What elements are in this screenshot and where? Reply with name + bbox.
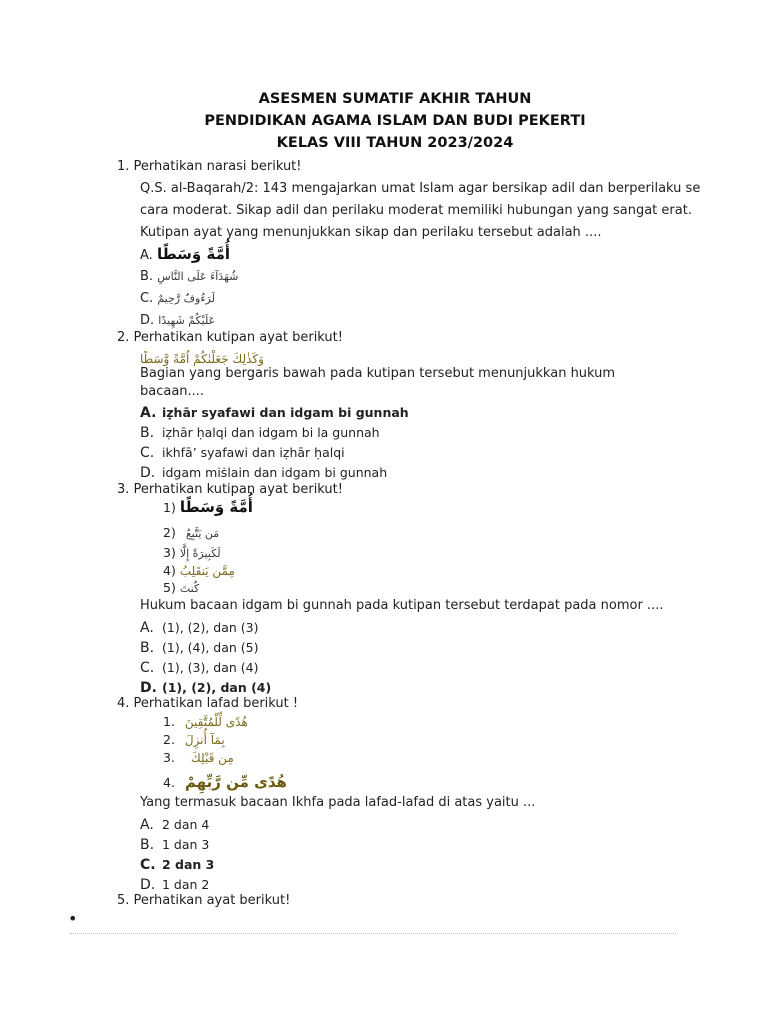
q3-option-b[interactable] (140, 637, 259, 656)
q1-narrative-line-2: cara moderat. Sikap adil dan perilaku moderat memiliki hubungan yang sangat erat. (140, 203, 692, 218)
item-number: 2. (163, 732, 175, 747)
q1-option-d[interactable] (140, 313, 215, 328)
option-text: idgam miṡlain dan idgam bi gunnah (162, 465, 388, 480)
q3-item-1 (163, 498, 253, 516)
q4-item-4 (163, 773, 287, 791)
option-text: iẓhār syafawi dan idgam bi gunnah (162, 405, 409, 420)
item-number: 1. (163, 714, 175, 729)
q3-item-4 (163, 563, 235, 578)
option-text: (1), (3), dan (4) (162, 660, 259, 675)
option-letter: D. (140, 313, 155, 328)
option-letter: A. (140, 405, 157, 421)
title-line-2: PENDIDIKAN AGAMA ISLAM DAN BUDI PEKERTI (204, 113, 586, 129)
question-2: 2. Perhatikan kutipan ayat berikut! (117, 330, 343, 345)
arabic-text: هُدًى مِّن رَّبِّهِمْ (184, 773, 287, 791)
option-letter: C. (140, 660, 155, 676)
q3-option-c[interactable] (140, 657, 259, 676)
option-text: 2 dan 4 (162, 817, 210, 832)
q3-prompt: Hukum bacaan idgam bi gunnah pada kutipan tersebut terdapat pada nomor .... (140, 598, 664, 613)
option-letter: D. (140, 680, 157, 696)
q2-option-a[interactable] (140, 402, 409, 421)
q4-option-a[interactable] (140, 814, 209, 833)
option-text: (1), (2), dan (4) (162, 680, 272, 695)
q3-item-3 (163, 545, 221, 560)
option-letter: C. (140, 291, 154, 306)
option-letter: C. (140, 857, 156, 873)
page-divider (70, 933, 676, 934)
option-text: ikhfā’ syafawi dan iẓhār ḥalqi (162, 445, 345, 460)
arabic-text: لَرَءُوفٌ رَّحِيمٌ (157, 292, 215, 305)
arabic-text: كُنتَ (179, 582, 200, 595)
q3-option-d[interactable] (140, 677, 271, 696)
q1-narrative-line-3: Kutipan ayat yang menunjukkan sikap dan perilaku tersebut adalah .... (140, 225, 602, 240)
option-text: 1 dan 3 (162, 837, 210, 852)
option-letter: D. (140, 877, 156, 893)
question-4: 4. Perhatikan lafad berikut ! (117, 696, 299, 711)
item-number: 3. (163, 750, 175, 765)
arabic-text: مِمَّن يَنقَلِبُ (179, 564, 235, 578)
question-3: 3. Perhatikan kutipan ayat berikut! (117, 482, 343, 497)
title-line-3: KELAS VIII TAHUN 2023/2024 (276, 135, 514, 151)
item-number: 4) (163, 563, 176, 578)
option-letter: A. (140, 620, 154, 636)
option-letter: A. (140, 817, 154, 833)
question-5: 5. Perhatikan ayat berikut! (117, 893, 291, 908)
arabic-text: وَكَذٰلِكَ جَعَلْنٰكُمْ اُمَّةً وَّسَطًا (140, 352, 264, 366)
option-letter: D. (140, 465, 156, 481)
q1-option-b[interactable] (140, 269, 238, 284)
item-number: 2) (163, 525, 176, 540)
q4-prompt: Yang termasuk bacaan Ikhfa pada lafad-lafad di atas yaitu ... (140, 795, 536, 810)
option-letter: C. (140, 445, 155, 461)
option-text: 1 dan 2 (162, 877, 210, 892)
item-number: 3) (163, 545, 176, 560)
arabic-text: مِن قَبْلِكَ (190, 751, 234, 765)
q1-option-a[interactable] (140, 245, 230, 263)
q2-option-d[interactable] (140, 462, 387, 481)
arabic-text: عَلَيْكُمْ شَهِيدًا (158, 314, 216, 327)
q4-option-c[interactable] (140, 854, 214, 873)
item-number: 1) (163, 500, 176, 515)
option-text: (1), (2), dan (3) (162, 620, 259, 635)
q4-option-d[interactable] (140, 874, 209, 893)
arabic-text: أُمَّةً وَسَطًا (179, 498, 253, 516)
q4-item-1 (163, 714, 248, 729)
arabic-text: شُهَدَآءَ عَلَى النَّاسِ (157, 270, 239, 283)
item-number: 5) (163, 580, 176, 595)
q3-item-5 (163, 580, 199, 595)
q1-narrative-line-1: Q.S. al-Baqarah/2: 143 mengajarkan umat Islam agar bersikap adil dan berperilaku se (140, 181, 701, 196)
arabic-text: هُدًى لِّلْمُتَّقِينَ (184, 715, 248, 729)
option-letter: A. (140, 248, 153, 263)
q2-prompt-line-1: Bagian yang bergaris bawah pada kutipan tersebut menunjukkan hukum (140, 366, 616, 381)
q2-arabic-quote (140, 348, 264, 367)
q4-option-b[interactable] (140, 834, 209, 853)
q3-item-2 (163, 525, 219, 540)
option-text: 2 dan 3 (162, 857, 215, 872)
arabic-text: مَن يَتَّبِعُ (185, 527, 220, 540)
option-text: iẓhār ḥalqi dan idgam bi la gunnah (162, 425, 380, 440)
arabic-text: بِمَآ أُنزِلَ (184, 733, 225, 747)
q1-option-c[interactable] (140, 291, 215, 306)
question-1: 1. Perhatikan narasi berikut! (117, 159, 302, 174)
option-letter: B. (140, 837, 155, 853)
option-letter: B. (140, 425, 155, 441)
option-letter: B. (140, 640, 155, 656)
q2-option-b[interactable] (140, 422, 380, 441)
option-letter: B. (140, 269, 154, 284)
q4-item-2 (163, 732, 225, 747)
title-line-1: ASESMEN SUMATIF AKHIR TAHUN (258, 91, 532, 107)
q2-option-c[interactable] (140, 442, 345, 461)
option-text: (1), (4), dan (5) (162, 640, 259, 655)
list-bullet: • (68, 909, 78, 928)
arabic-text: لَكَبِيرَةً إِلَّا (179, 547, 221, 560)
q3-option-a[interactable] (140, 617, 259, 636)
item-number: 4. (163, 775, 175, 790)
q2-prompt-line-2: bacaan.... (140, 384, 205, 399)
q4-item-3 (163, 750, 234, 765)
arabic-text: أُمَّةً وَسَطًا (156, 245, 231, 263)
